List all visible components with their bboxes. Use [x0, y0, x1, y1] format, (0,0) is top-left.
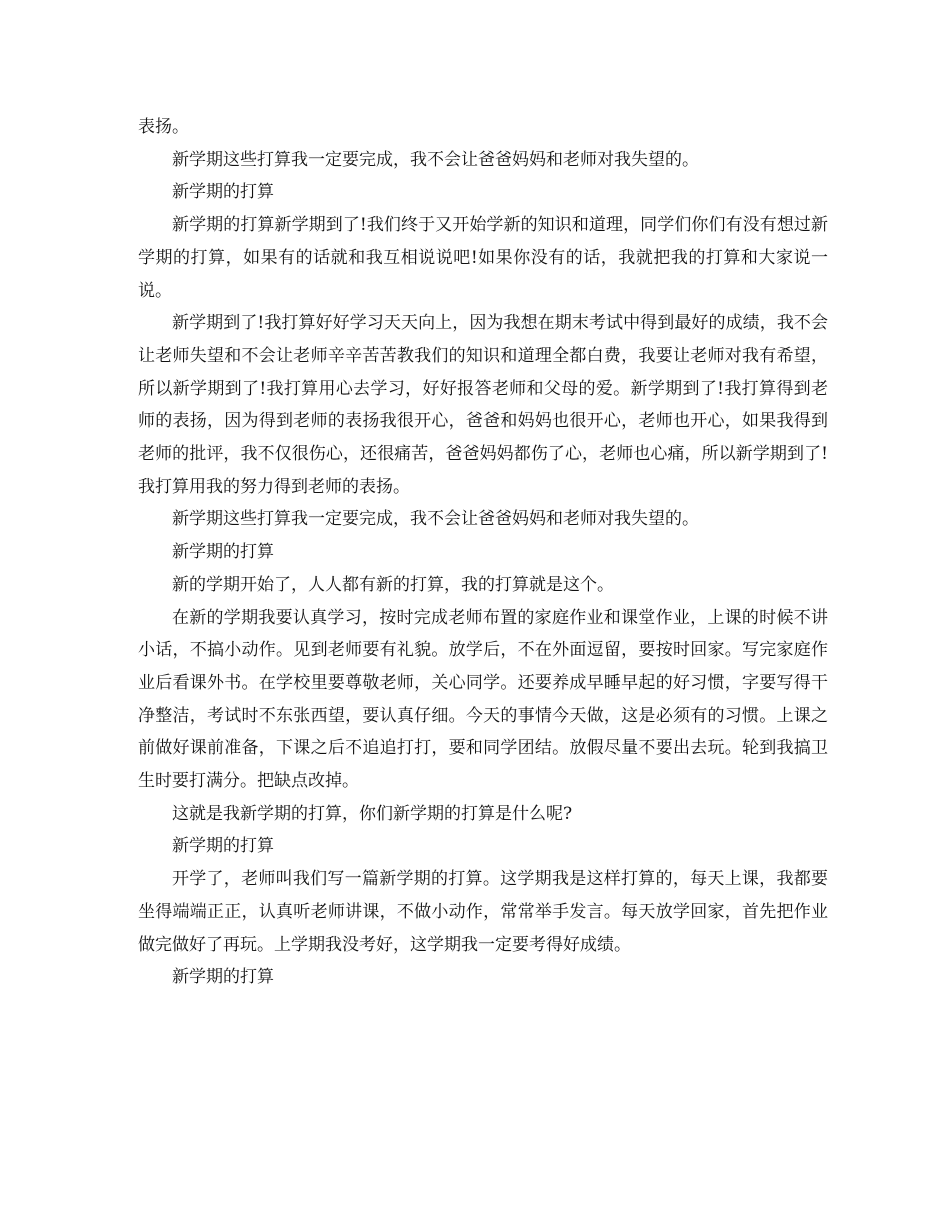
- paragraph-continuation: 表扬。: [138, 117, 189, 137]
- paragraph: 开学了，老师叫我们写一篇新学期的打算。这学期我是这样打算的，每天上课，我都要坐得端端正正，认真听老师讲课，不做小动作，常常举手发言。每天放学回家，首先把作业做完做好了再玩。上学期我没考好，这学期我一定要考得好成绩。: [138, 869, 828, 955]
- paragraph: 在新的学期我要认真学习，按时完成老师布置的家庭作业和课堂作业，上课的时候不讲小话，不搞小动作。见到老师要有礼貌。放学后，不在外面逗留，要按时回家。写完家庭作业后看课外书。在学校里要尊敬老师，关心同学。还要养成早睡早起的好习惯，字要写得干净整洁，考试时不东张西望，要认真仔细。今天的事情今天做，这是必须有的习惯。上课之前做好课前准备，下课之后不追追打打，要和同学团结。放假尽量不要出去玩。轮到我搞卫生时要打满分。把缺点改掉。: [138, 607, 828, 792]
- paragraph: 新学期这些打算我一定要完成，我不会让爸爸妈妈和老师对我失望的。: [172, 149, 699, 170]
- document-body: [138, 111, 828, 994]
- paragraph: 这就是我新学期的打算，你们新学期的打算是什么呢?: [172, 803, 573, 824]
- paragraph: 新学期的打算新学期到了!我们终于又开始学新的知识和道理，同学们你们有没有想过新学期的打算，如果有的话就和我互相说说吧!如果你没有的话，我就把我的打算和大家说一说。: [138, 215, 828, 301]
- paragraph: 新的学期开始了，人人都有新的打算，我的打算就是这个。: [172, 574, 614, 595]
- paragraph: 新学期到了!我打算好好学习天天向上，因为我想在期末考试中得到最好的成绩，我不会让老师失望和不会让老师辛辛苦苦教我们的知识和道理全都白费，我要让老师对我有希望，所以新学期到了!我打算用心去学习，好好报答老师和父母的爱。新学期到了!我打算得到老师的表扬，因为得到老师的表扬我很开心，爸爸和妈妈也很开心，老师也开心，如果我得到老师的批评，我不仅很伤心，还很痛苦，爸爸妈妈都伤了心，老师也心痛，所以新学期到了!我打算用我的努力得到老师的表扬。: [138, 313, 828, 497]
- section-heading: 新学期的打算: [172, 836, 274, 857]
- paragraph: 新学期这些打算我一定要完成，我不会让爸爸妈妈和老师对我失望的。: [172, 509, 699, 530]
- section-heading: 新学期的打算: [172, 542, 274, 563]
- section-heading: 新学期的打算: [172, 967, 274, 988]
- section-heading: 新学期的打算: [172, 182, 274, 203]
